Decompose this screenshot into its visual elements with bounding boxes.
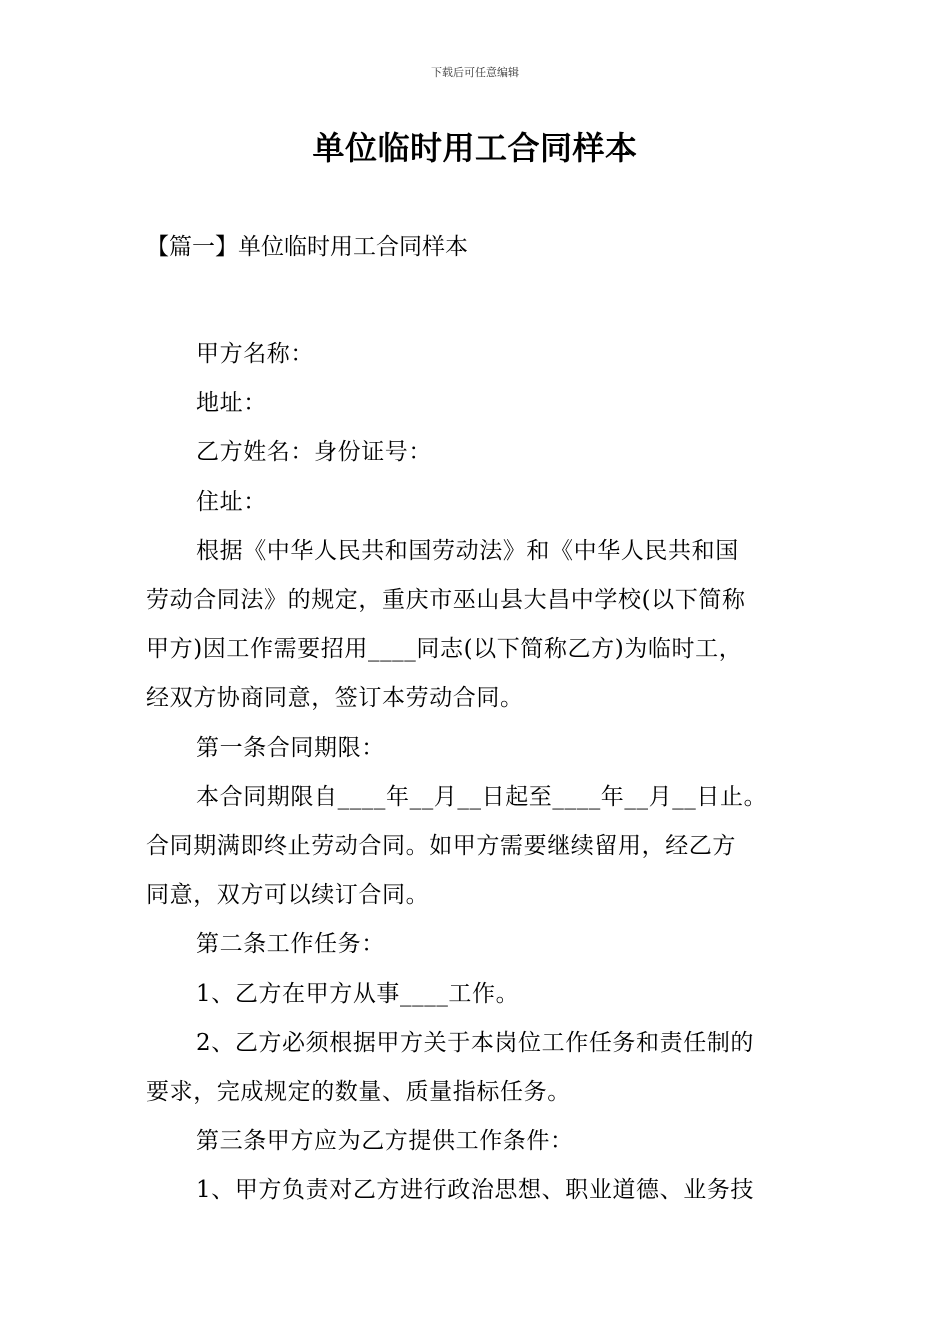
text-line: 第一条合同期限： [196, 734, 385, 761]
text-line: 要求，完成规定的数量、质量指标任务。 [146, 1079, 571, 1106]
text-line: 乙方姓名：身份证号： [196, 439, 432, 466]
text-line: 第二条工作任务： [196, 931, 385, 958]
text-line: 1、乙方在甲方从事____工作。 [196, 980, 520, 1007]
section-heading: 【篇一】单位临时用工合同样本 [146, 234, 468, 260]
text-line: 甲方名称： [196, 341, 314, 367]
text-line: 本合同期限自____年__月__日起至____年__月__日止。 [196, 783, 768, 810]
text-line: 1、甲方负责对乙方进行政治思想、职业道德、业务技 [196, 1177, 755, 1204]
text-line: 2、乙方必须根据甲方关于本岗位工作任务和责任制的 [196, 1029, 755, 1056]
document-title: 单位临时用工合同样本 [312, 129, 638, 167]
text-line: 甲方)因工作需要招用____同志(以下简称乙方)为临时工， [146, 636, 743, 663]
text-line: 第三条甲方应为乙方提供工作条件： [196, 1128, 574, 1155]
text-line: 劳动合同法》的规定，重庆市巫山县大昌中学校(以下简称 [146, 587, 746, 614]
text-line: 合同期满即终止劳动合同。如甲方需要继续留用，经乙方 [146, 833, 736, 860]
text-line: 地址： [196, 390, 267, 417]
text-line: 同意，双方可以续订合同。 [146, 882, 430, 909]
header-note: 下载后可任意编辑 [431, 66, 519, 79]
text-line: 住址： [196, 488, 267, 515]
document-body [146, 330, 818, 1216]
text-line: 经双方协商同意，签订本劳动合同。 [146, 685, 524, 712]
text-line: 根据《中华人民共和国劳动法》和《中华人民共和国 [196, 537, 739, 564]
